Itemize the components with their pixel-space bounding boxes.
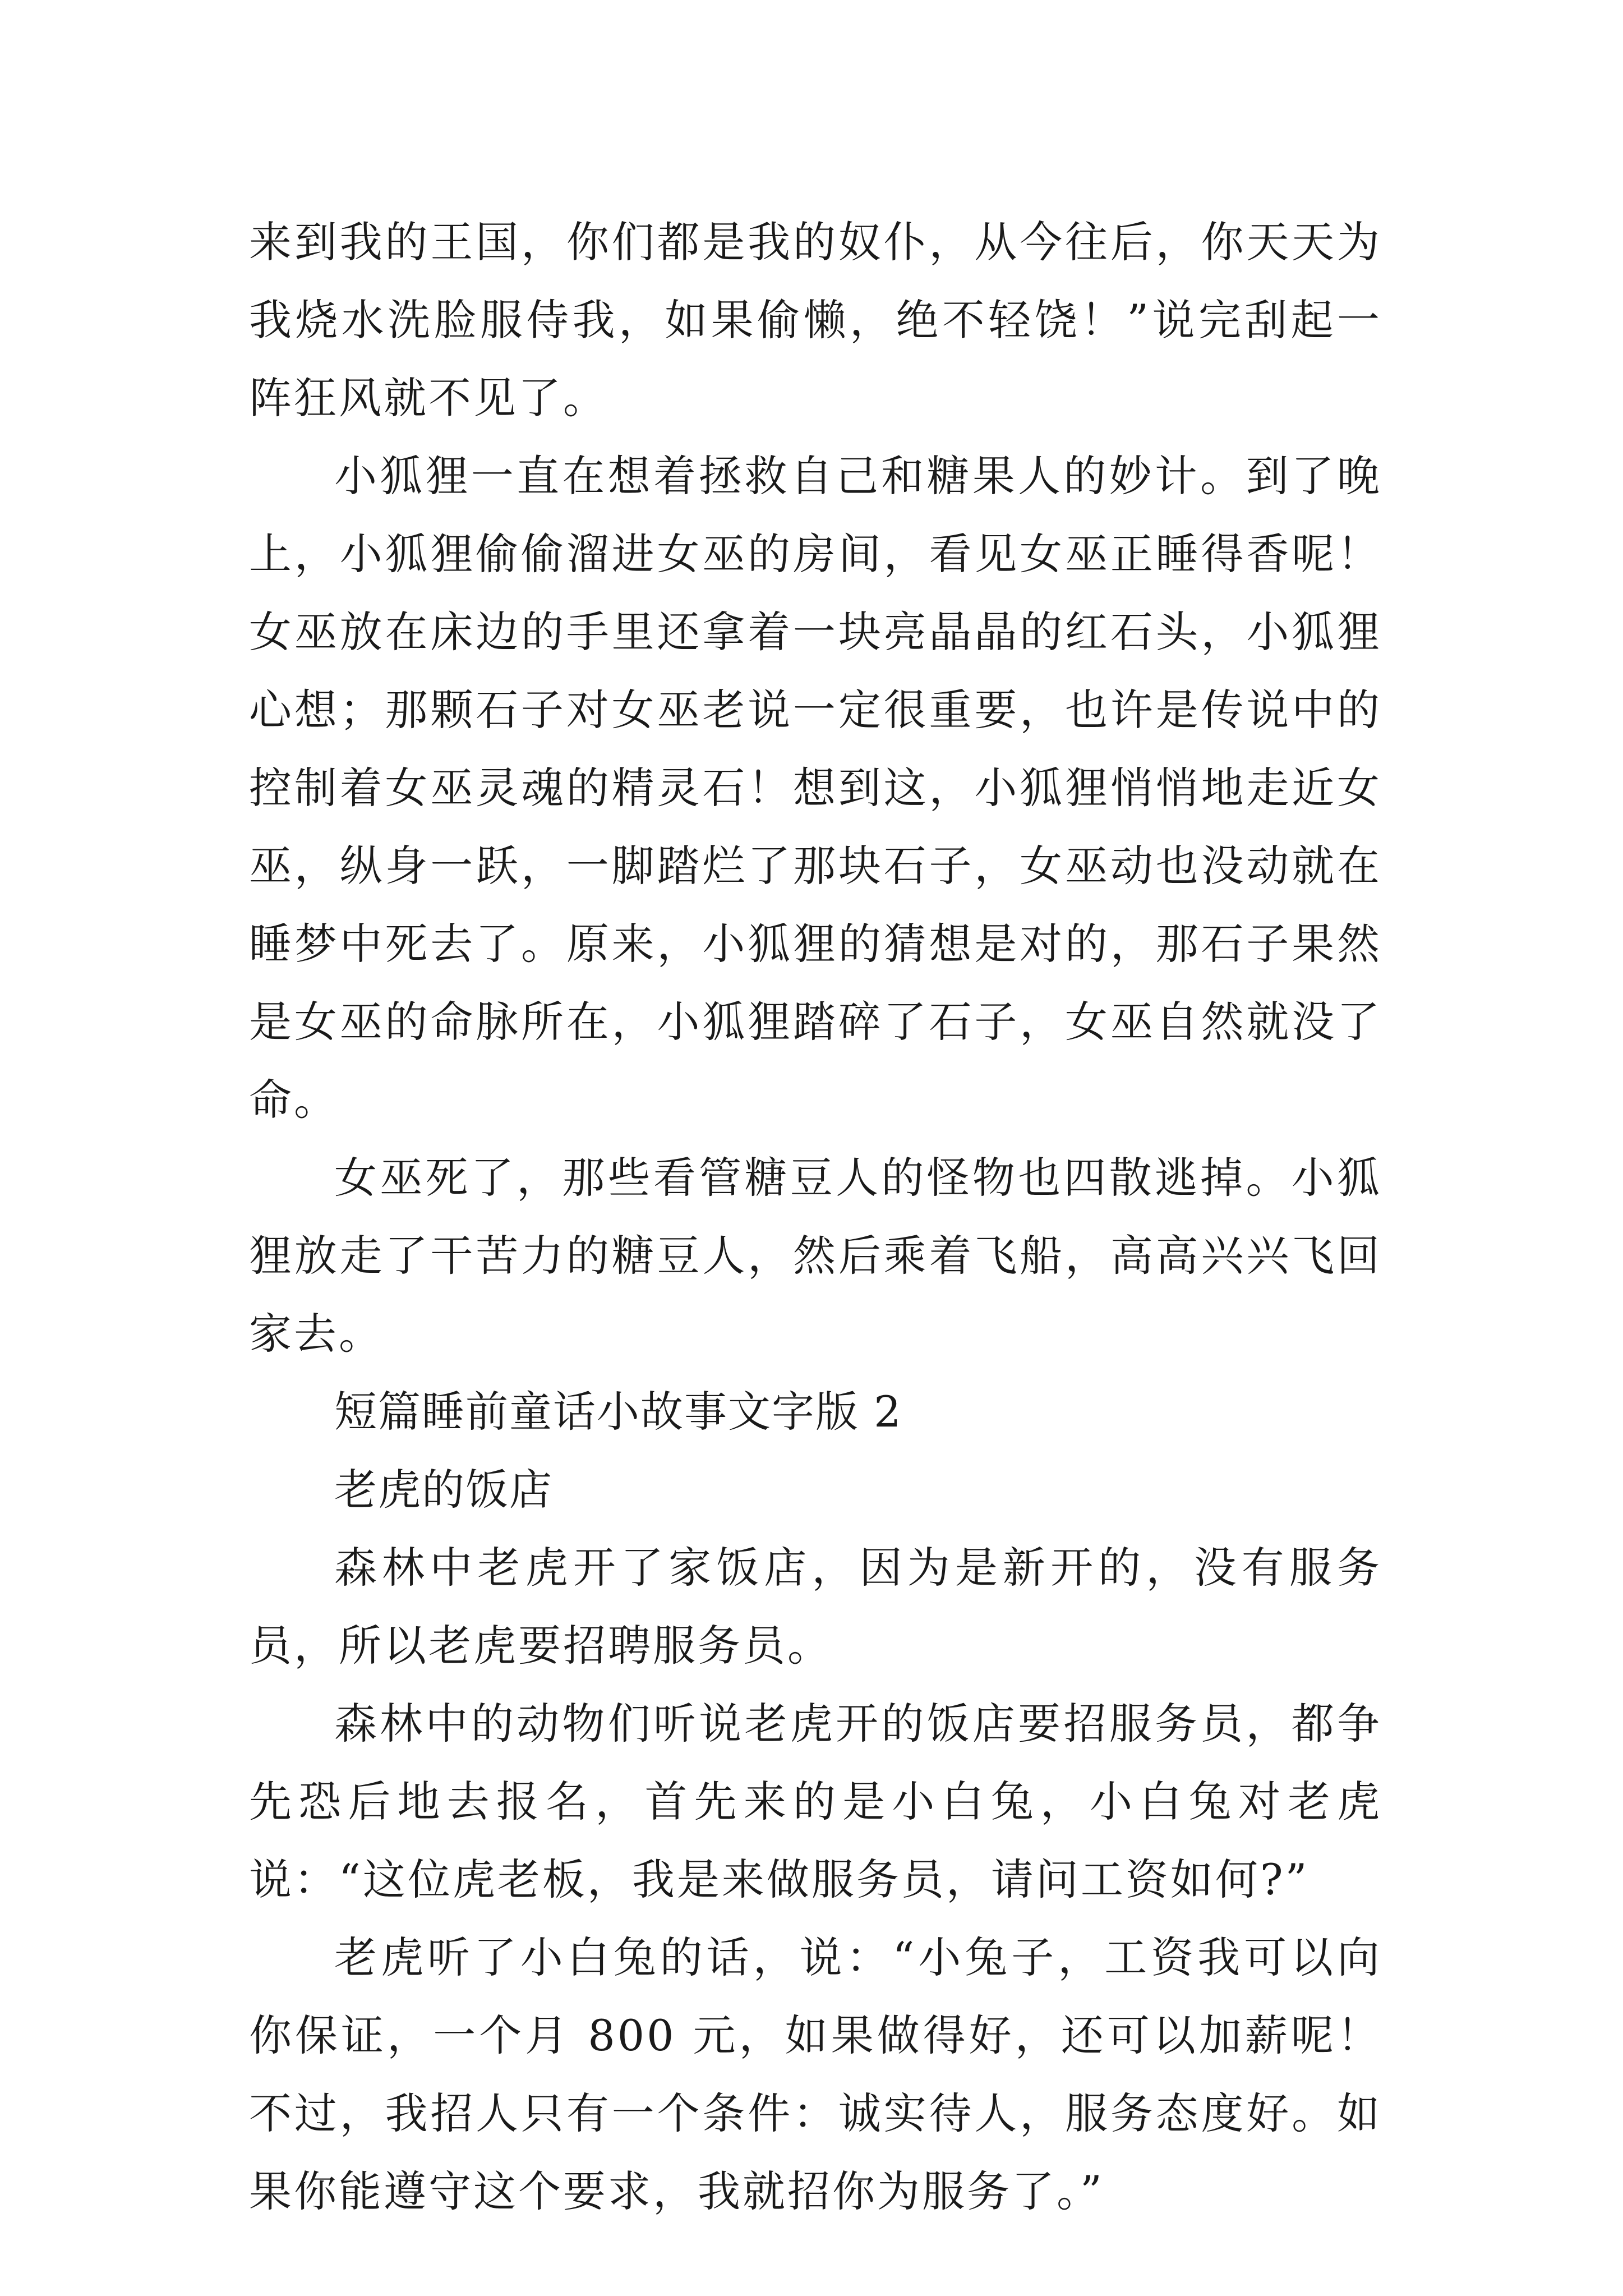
paragraph: 老虎听了小白兔的话，说：“小兔子，工资我可以向你保证，一个月 800 元，如果做得好，还可以加薪呢！不过，我招人只有一个条件：诚实待人，服务态度好。如果你能遵守这个要求，我就招你为服务了。” — [249, 1932, 1382, 2216]
document-body — [249, 203, 1382, 2230]
section-title: 短篇睡前童话小故事文字版 2 — [334, 1387, 902, 1437]
paragraph: 森林中的动物们听说老虎开的饭店要招服务员，都争先恐后地去报名，首先来的是小白兔，小白兔对老虎说：“这位虎老板，我是来做服务员，请问工资如何?” — [249, 1699, 1382, 1904]
paragraph: 森林中老虎开了家饭店，因为是新开的，没有服务员，所以老虎要招聘服务员。 — [249, 1543, 1382, 1671]
paragraph: 女巫死了，那些看管糖豆人的怪物也四散逃掉。小狐狸放走了干苦力的糖豆人，然后乘着飞船，高高兴兴飞回家去。 — [249, 1153, 1382, 1359]
paragraph: 小狐狸一直在想着拯救自己和糖果人的妙计。到了晚上，小狐狸偷偷溜进女巫的房间，看见女巫正睡得香呢！女巫放在床边的手里还拿着一块亮晶晶的红石头，小狐狸心想；那颗石子对女巫老说一定很重要，也许是传说中的控制着女巫灵魂的精灵石！想到这，小狐狸悄悄地走近女巫，纵身一跃，一脚踏烂了那块石子，女巫动也没动就在睡梦中死去了。原来，小狐狸的猜想是对的，那石子果然是女巫的命脉所在，小狐狸踏碎了石子，女巫自然就没了命。 — [249, 451, 1382, 1125]
paragraph-continued: 来到我的王国，你们都是我的奴仆，从今往后，你天天为我烧水洗脸服侍我，如果偷懒，绝不轻饶！”说完刮起一阵狂风就不见了。 — [249, 217, 1382, 423]
story-title: 老虎的饭店 — [334, 1465, 553, 1515]
